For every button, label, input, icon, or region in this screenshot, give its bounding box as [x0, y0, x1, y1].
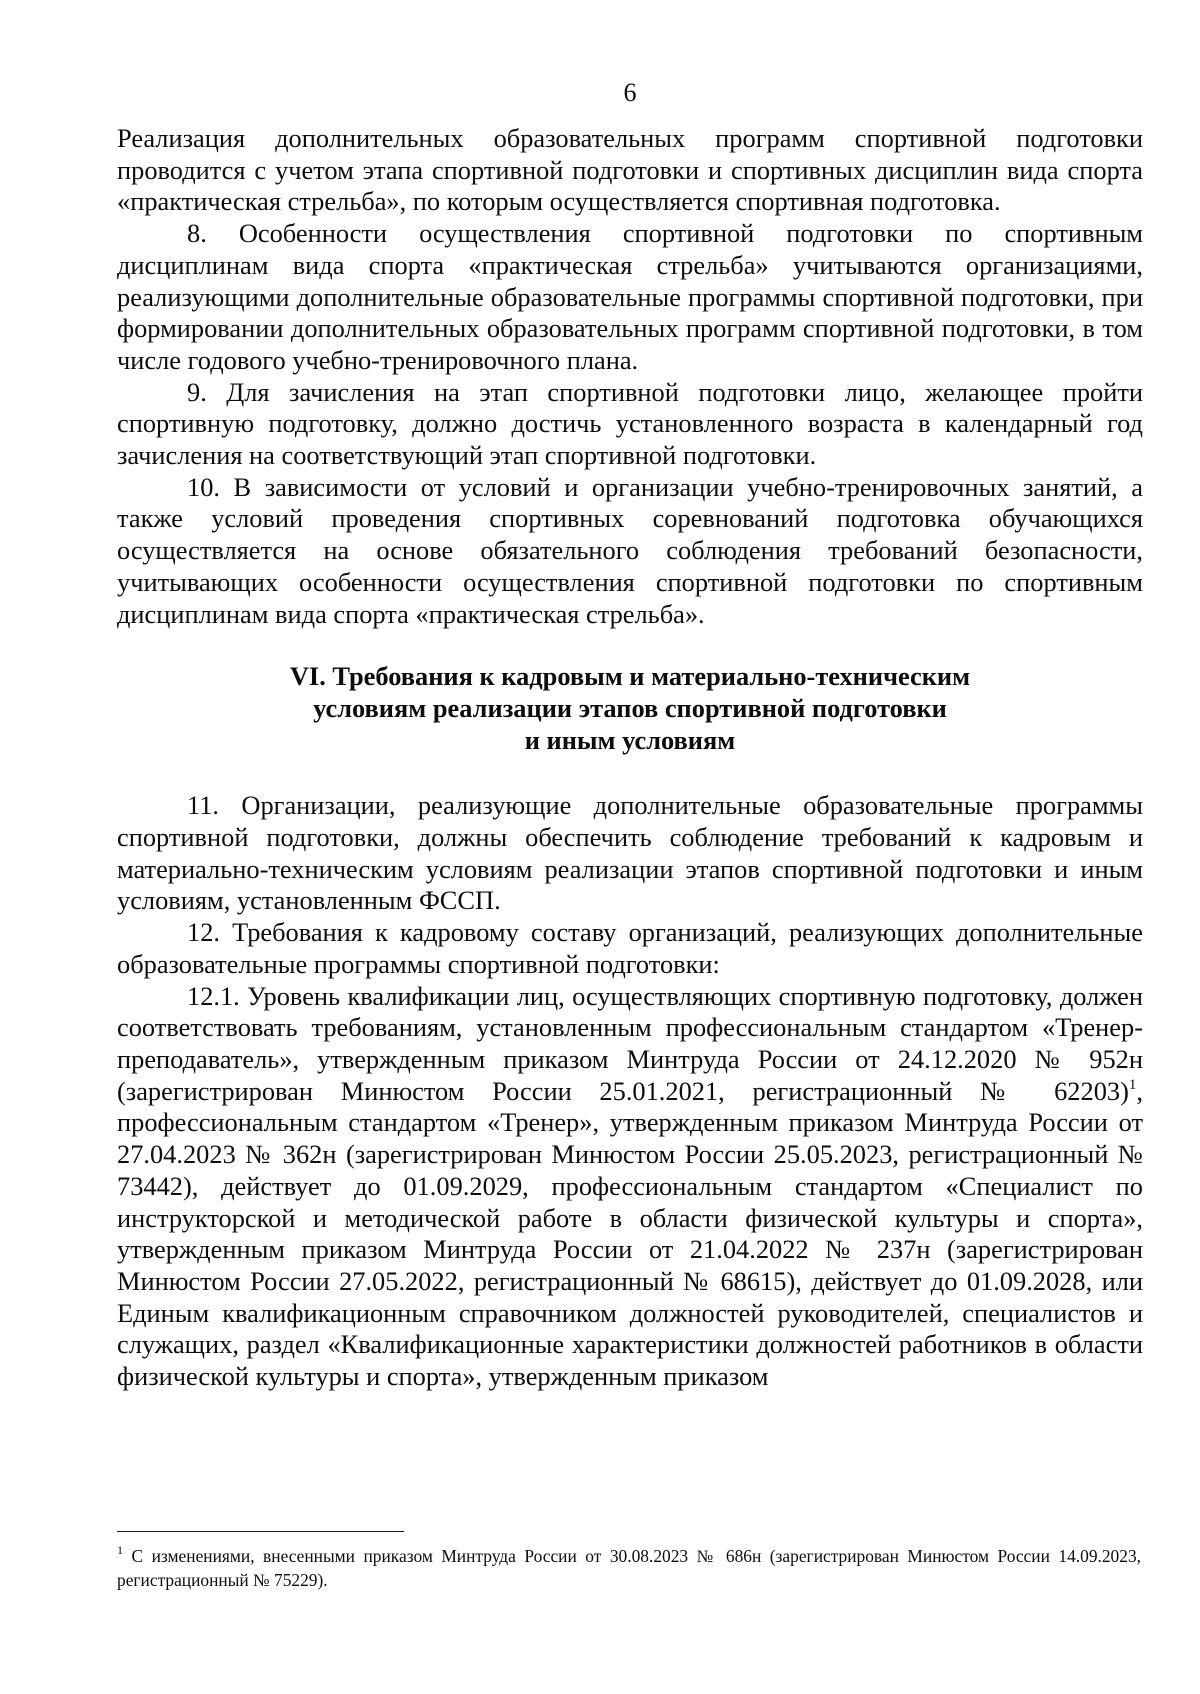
section-heading [117, 661, 1143, 756]
section-heading-line-2: условиям реализации этапов спортивной подготовки [313, 692, 947, 723]
paragraph-12-1 [117, 981, 1143, 1393]
footnote-reference-mark: 1 [1128, 1076, 1137, 1093]
page-number: 6 [623, 78, 637, 107]
paragraph-8: 8. Особенности осуществления спортивной подготовки по спортивным дисциплинам вида спорта «практическая стрельба» учитываются организациями, реализующими дополнительные образовательные программы спортивной подготовки, при формировании дополнительных образовательных программ спортивной подготовки, в том числе годового учебно-тренировочного плана. [117, 218, 1143, 375]
document-body [117, 123, 1143, 1393]
footnote-divider [117, 1531, 404, 1532]
section-heading-line-3: и иным условиям [524, 724, 736, 755]
footnote [117, 1544, 1141, 1592]
paragraph-10: 10. В зависимости от условий и организации учебно-тренировочных занятий, а также условий проведения спортивных соревнований подготовка обучающихся осуществляется на основе обязательного соблюдения требований безопасности, учитывающих особенности осуществления спортивной подготовки по спортивным дисциплинам вида спорта «практическая стрельба». [117, 471, 1143, 629]
footnote-mark: 1 [117, 1543, 123, 1557]
section-heading-line-1: VI. Требования к кадровым и материально-техническим [289, 661, 971, 692]
paragraph-12: 12. Требования к кадровому составу организаций, реализующих дополнительные образовательные программы спортивной подготовки: [117, 917, 1143, 979]
paragraph-9: 9. Для зачисления на этап спортивной подготовки лицо, желающее пройти спортивную подготовку, должно достичь установленного возраста в календарный год зачисления на соответствующий этап спортивной подготовки. [117, 376, 1143, 471]
paragraph-12-1-text-start: 12.1. Уровень квалификации лиц, осуществляющих спортивную подготовку, должен соответствовать требованиям, установленным профессиональным стандартом «Тренер-преподаватель», утвержденным приказом Минтруда России от 24.12.2020 № 952н (зарегистрирован Минюстом России 25.01.2021, регистрационный № 62203) [117, 980, 1143, 1106]
footnote-text: С изменениями, внесенными приказом Минтруда России от 30.08.2023 № 686н (зарегистрирован Минюстом России 14.09.2023, регистрационный № 75229). [117, 1546, 1141, 1590]
paragraph-implementation: Реализация дополнительных образовательных программ спортивной подготовки проводится с учетом этапа спортивной подготовки и спортивных дисциплин вида спорта «практическая стрельба», по которым осуществляется спортивная подготовка. [117, 123, 1143, 217]
paragraph-11: 11. Организации, реализующие дополнительные образовательные программы спортивной подготовки, должны обеспечить соблюдение требований к кадровым и материально-техническим условиям реализации этапов спортивной подготовки и иным условиям, установленным ФССП. [117, 790, 1143, 916]
paragraph-12-1-text-end: , профессиональным стандартом «Тренер», утвержденным приказом Минтруда России от 27.04.2023 № 362н (зарегистрирован Минюстом России 25.05.2023, регистрационный № 73442), действует до 01.09.2029, профессиональным стандартом «Специалист по инструкторской и методической работе в области физической культуры и спорта», утвержденным приказом Минтруда России от 21.04.2022 № 237н (зарегистрирован Минюстом России 27.05.2022, регистрационный № 68615), действует до 01.09.2028, или Единым квалификационным справочником должностей руководителей, специалистов и служащих, раздел «Квалификационные характеристики должностей работников в области физической культуры и спорта», утвержденным приказом [117, 1075, 1143, 1392]
